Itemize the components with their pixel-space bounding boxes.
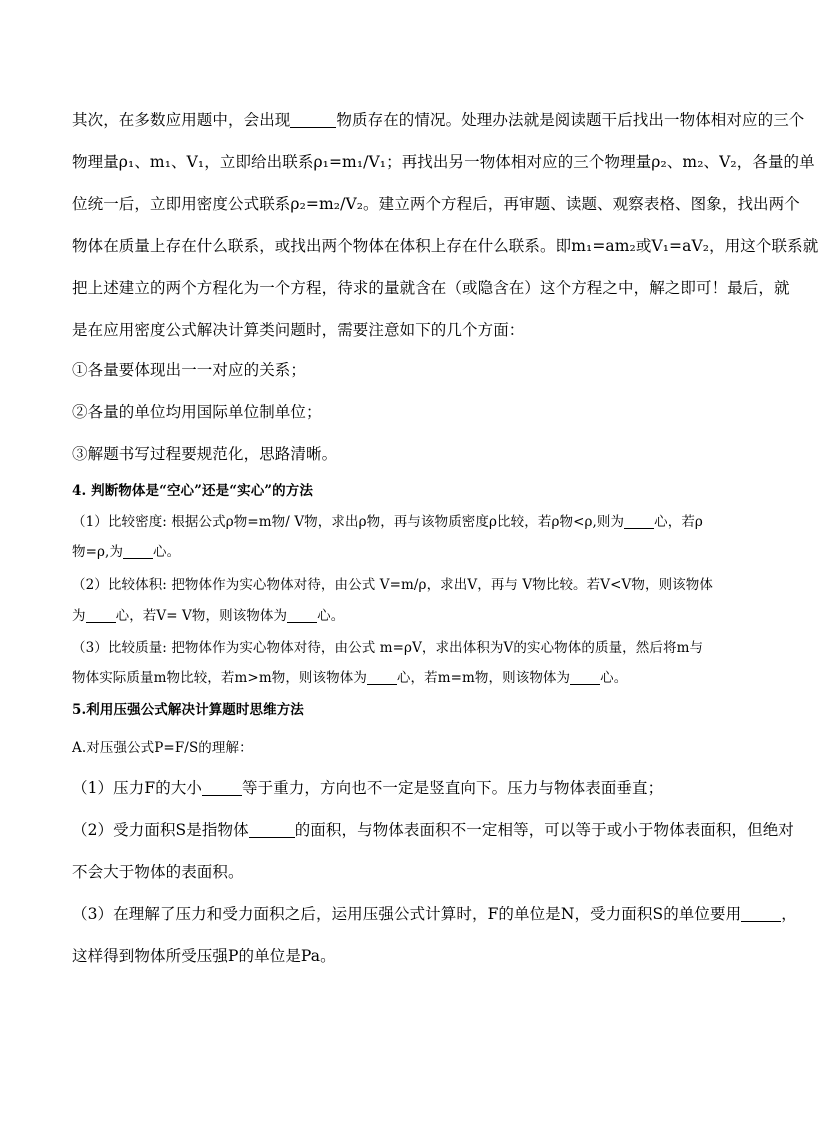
fill-blank[interactable]	[86, 609, 116, 624]
fill-blank[interactable]	[202, 780, 242, 797]
paragraph-line: 其次，在多数应用题中，会出现 物质存在的情况。处理办法就是阅读题干后找出一物体相对应的三个	[72, 111, 805, 129]
paragraph-line: 物体在质量上存在什么联系，或找出两个物体在体积上存在什么联系。即m₁=am₂或V₁=aV₂，用这个联系就	[72, 237, 818, 255]
paragraph-line: （3）在理解了压力和受力面积之后，运用压强公式计算时，F的单位是N，受力面积S的单位要用 ，	[72, 905, 797, 923]
paragraph-line: A.对压强公式P=F/S的理解：	[72, 740, 253, 756]
paragraph-line: 是在应用密度公式解决计算类问题时，需要注意如下的几个方面：	[72, 321, 525, 339]
paragraph-line: 这样得到物体所受压强P的单位是Pa。	[72, 947, 336, 965]
paragraph-line: （3）比较质量: 把物体作为实心物体对待，由公式 m=ρV，求出体积为V的实心物体的质量，然后将m与	[72, 640, 704, 656]
section-heading: 4. 判断物体是“空心”还是“实心”的方法	[72, 483, 313, 499]
section-heading: 5.利用压强公式解决计算题时思维方法	[72, 702, 304, 718]
paragraph-line: 物=ρ,为 心。	[72, 544, 181, 560]
paragraph-line: （1）比较密度: 根据公式ρ物=m物/ V物，求出ρ物，再与该物质密度ρ比较，若ρ物<ρ,则为 心，若ρ	[72, 514, 703, 530]
paragraph-line: 把上述建立的两个方程化为一个方程，待求的量就含在（或隐含在）这个方程之中，解之即可！最后，就	[72, 279, 790, 297]
fill-blank[interactable]	[287, 609, 317, 624]
fill-blank[interactable]	[123, 545, 153, 560]
paragraph-line: 为 心，若V= V物，则该物体为 心。	[72, 608, 345, 624]
paragraph-line: 位统一后，立即用密度公式联系ρ₂=m₂/V₂。建立两个方程后，再审题、读题、观察表格、图象，找出两个	[72, 195, 800, 213]
paragraph-line: 物体实际质量m物比较，若m>m物，则该物体为 心，若m=m物，则该物体为 心。	[72, 670, 628, 686]
paragraph-line: 物理量ρ₁、m₁、V₁，立即给出联系ρ₁=m₁/V₁；再找出另一物体相对应的三个物理量ρ₂、m₂、V₂，各量的单	[72, 153, 815, 171]
list-item: ③解题书写过程要规范化，思路清晰。	[72, 445, 338, 463]
paragraph-line: （2）受力面积S是指物体 的面积，与物体表面积不一定相等，可以等于或小于物体表面积，但绝对	[72, 821, 794, 839]
list-item: ①各量要体现出一一对应的关系；	[72, 361, 307, 379]
paragraph-line: （2）比较体积: 把物体作为实心物体对待，由公式 V=m/ρ，求出V，再与 V物比较。若V<V物，则该物体	[72, 577, 713, 593]
fill-blank[interactable]	[249, 822, 295, 839]
fill-blank[interactable]	[570, 671, 600, 686]
fill-blank[interactable]	[741, 906, 781, 923]
paragraph-line: 不会大于物体的表面积。	[72, 863, 244, 881]
list-item: ②各量的单位均用国际单位制单位；	[72, 403, 322, 421]
fill-blank[interactable]	[367, 671, 397, 686]
fill-blank[interactable]	[624, 515, 654, 530]
fill-blank[interactable]	[290, 112, 336, 129]
paragraph-line: （1）压力F的大小 等于重力，方向也不一定是竖直向下。压力与物体表面垂直；	[72, 779, 664, 797]
